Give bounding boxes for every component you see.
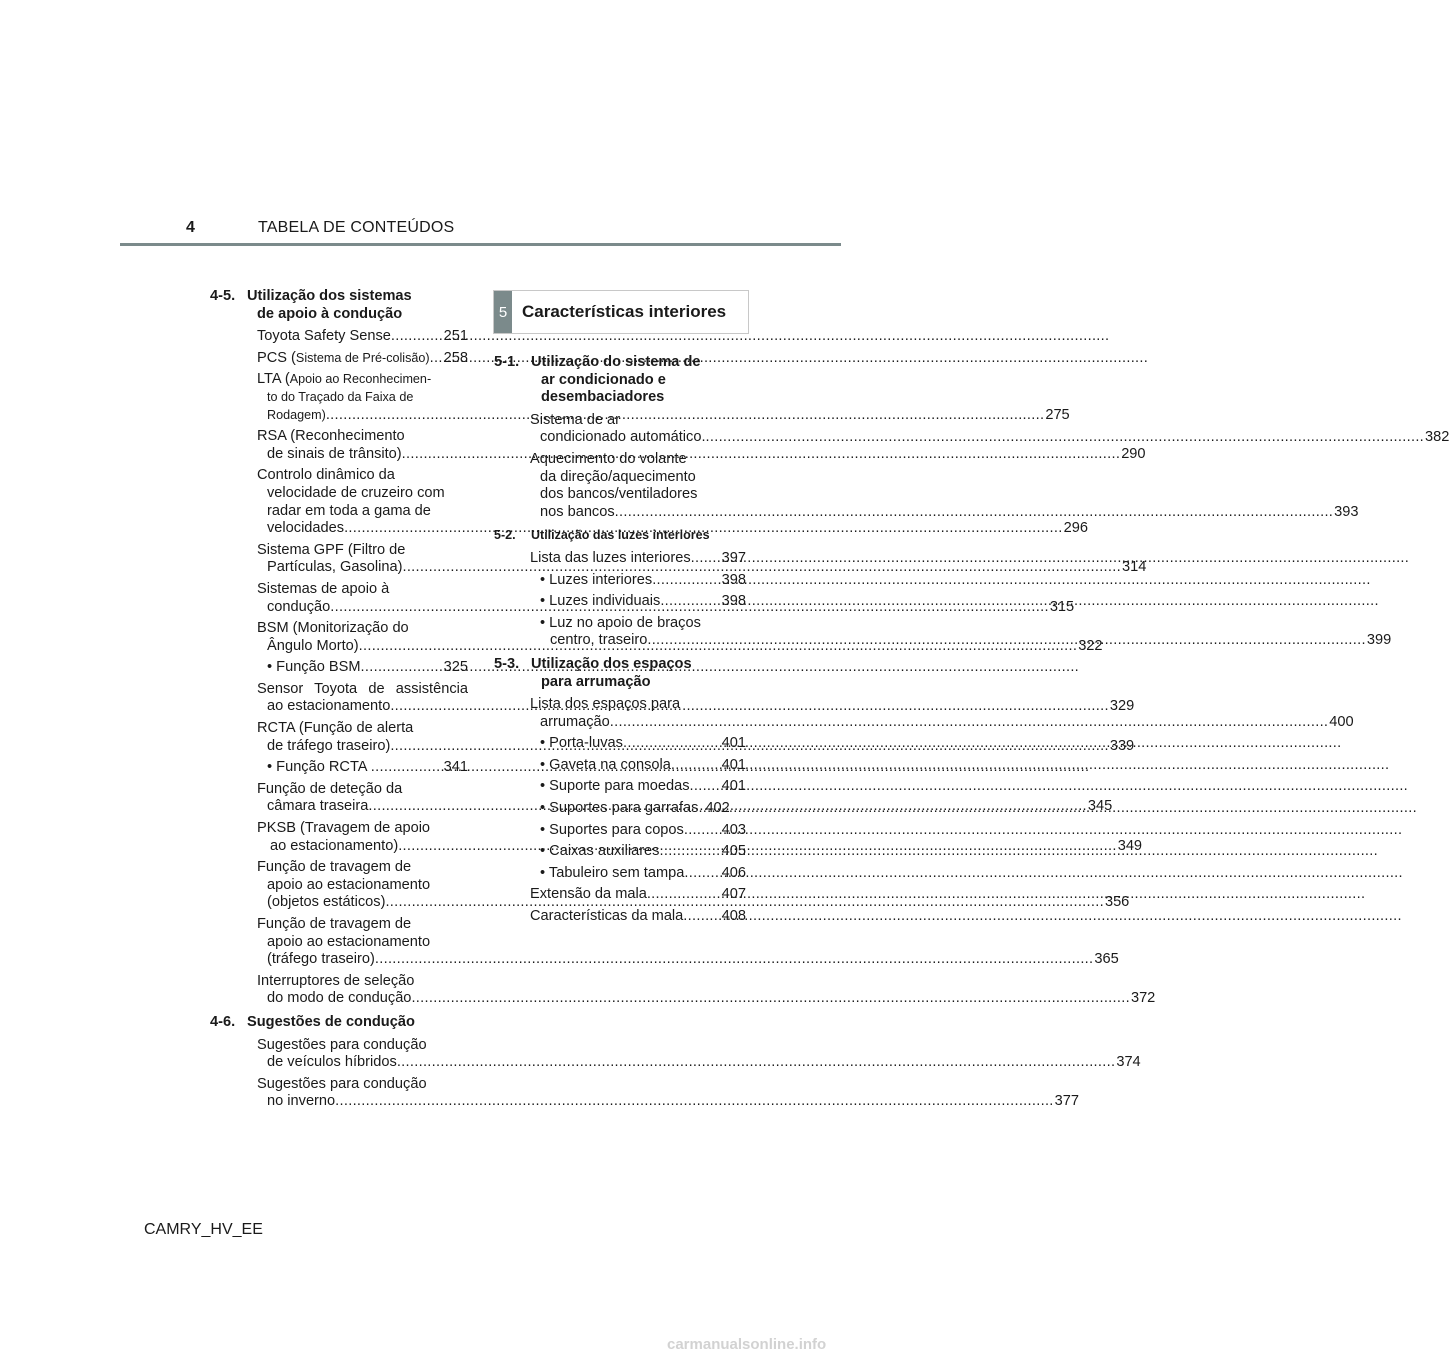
entry-page: 397 (721, 549, 746, 566)
section-number: 5-3. (494, 655, 520, 672)
leader-dots (610, 714, 1329, 730)
entry-text: BSM (Monitorização do (257, 620, 409, 637)
toc-entry-individual-lights[interactable] (494, 593, 746, 611)
section-title: Utilização dos sistemas (247, 288, 412, 304)
entry-page: 393 (1334, 503, 1359, 520)
leader-dots (684, 822, 721, 840)
entry-page: 382 (1425, 429, 1449, 446)
leader-dots (623, 735, 721, 753)
entry-text: • Função BSM (267, 659, 361, 676)
toc-entry-console-box[interactable] (494, 757, 746, 775)
leader-dots (652, 572, 720, 590)
entry-text-cont: Rodagem) (267, 407, 326, 422)
leader-dots (647, 632, 1366, 648)
entry-text: Toyota Safety Sense (257, 328, 391, 345)
entry-text: Extensão da mala (530, 886, 647, 903)
entry-text-cont: centro, traseiro (550, 632, 648, 649)
entry-page: 400 (1329, 713, 1354, 730)
entry-text-cont: Partículas, Gasolina) (267, 559, 403, 576)
entry-text-cont: velocidade de cruzeiro com (267, 484, 445, 501)
entry-page: 408 (721, 908, 746, 925)
entry-text-cont: apoio ao estacionamento (267, 933, 431, 950)
entry-text: RCTA (Função de alerta (257, 720, 414, 737)
entry-page: 251 (443, 328, 468, 345)
chapter-number: 5 (494, 291, 512, 333)
toc-entry-toyota-safety-sense[interactable] (210, 328, 468, 346)
entry-text: • Caixas auxiliares (540, 843, 660, 860)
entry-text: Sensor Toyota de assistência (257, 680, 468, 697)
entry-page: 258 (443, 349, 468, 366)
watermark: carmanualsonline.info (667, 1336, 827, 1353)
entry-page: 407 (721, 886, 746, 903)
section-number: 4-5. (210, 288, 236, 304)
entry-page: 377 (1054, 1093, 1080, 1110)
toc-entry-glovebox[interactable] (494, 735, 746, 753)
entry-text-cont: to do Traçado da Faixa de (267, 389, 414, 404)
entry-page: 325 (443, 659, 468, 676)
entry-text: PKSB (Travagem de apoio (257, 820, 431, 837)
entry-page: 401 (721, 735, 746, 752)
section-title: Sugestões de condução (247, 1013, 415, 1030)
toc-entry-cup-holders[interactable] (494, 822, 746, 840)
entry-text: RSA (Reconhecimento (257, 428, 405, 445)
entry-text: Sistema GPF (Filtro de (257, 541, 406, 558)
page-header (0, 0, 960, 250)
entry-text: • Luzes interiores (540, 571, 653, 588)
entry-text-cont: ao estacionamento (267, 698, 391, 715)
entry-text-cont: radar em toda a gama de (267, 502, 431, 519)
leader-dots (683, 908, 720, 926)
toc-entry-pcs[interactable] (210, 350, 468, 368)
header-divider (120, 243, 841, 246)
entry-text-cont: apoio ao estacionamento (267, 876, 431, 893)
leader-dots (397, 1054, 1116, 1070)
toc-entry-open-tray[interactable] (494, 865, 746, 883)
entry-page: 296 (1063, 520, 1088, 537)
entry-text: Lista dos espaços para (530, 696, 681, 713)
entry-page: 275 (1045, 406, 1070, 423)
entry-page: 349 (1117, 837, 1143, 854)
entry-text-cont: (tráfego traseiro) (267, 951, 375, 968)
toc-section-5-3 (494, 656, 746, 691)
page-title: TABELA DE CONTEÚDOS (258, 219, 455, 236)
entry-text-cont: ao estacionamento) (270, 837, 399, 854)
entry-text-cont: de tráfego traseiro) (267, 737, 391, 754)
leader-dots (671, 757, 721, 775)
entry-page: 401 (721, 778, 746, 795)
leader-dots (691, 550, 721, 568)
leader-dots (684, 865, 720, 883)
entry-text: Lista das luzes interiores (530, 549, 691, 566)
leader-dots (371, 759, 443, 777)
entry-text: • Tabuleiro sem tampa (540, 864, 685, 881)
page-number: 4 (186, 219, 195, 236)
entry-text: Função de deteção da (257, 780, 403, 797)
toc-entry-trunk-extension[interactable] (494, 886, 746, 904)
section-number: 5-2. (494, 528, 516, 543)
section-title: Utilização dos espaços (531, 655, 692, 672)
section-title: Utilização do sistema de (531, 354, 701, 370)
entry-text: Função de travagem de (257, 859, 412, 876)
entry-text-cont: câmara traseira (267, 798, 369, 815)
entry-text: Sugestões para condução (257, 1075, 427, 1092)
toc-section-5-1 (494, 354, 746, 407)
toc-section-4-6 (210, 1014, 468, 1032)
entry-text-cont: condução (267, 598, 331, 615)
entry-page: 345 (1087, 798, 1113, 815)
entry-page: 341 (443, 759, 468, 776)
section-number: 5-1. (494, 354, 520, 370)
entry-text: LTA (Apoio ao Reconhecimen- (257, 371, 432, 388)
entry-page: 322 (1078, 637, 1103, 654)
entry-text-cont: no inverno (267, 1093, 336, 1110)
leader-dots (659, 843, 720, 861)
entry-text-cont: nos bancos (540, 503, 615, 520)
entry-text: Interruptores de seleção (257, 972, 415, 989)
toc-entry-rcta-function[interactable] (210, 759, 468, 777)
section-number: 4-6. (210, 1013, 236, 1030)
entry-text: • Função RCTA (267, 759, 371, 776)
leader-dots (375, 951, 1094, 967)
leader-dots (647, 886, 721, 904)
toc-section-5-2 (494, 527, 746, 545)
leader-dots (615, 504, 1334, 520)
entry-text: Sistemas de apoio à (257, 580, 390, 597)
entry-text: Função de travagem de (257, 916, 412, 932)
entry-text-cont: da direção/aquecimento (540, 468, 696, 485)
toc-entry-coin-holder[interactable] (494, 778, 746, 796)
toc-entry-bottle-holders[interactable] (494, 800, 746, 818)
entry-text: PCS (Sistema de Pré-colisão) (257, 349, 430, 366)
entry-text-cont: velocidades (267, 520, 345, 537)
entry-page: 339 (1109, 737, 1135, 754)
entry-text-cont: de sinais de trânsito) (267, 445, 402, 462)
entry-page: 315 (1049, 598, 1075, 615)
entry-page: 329 (1109, 698, 1135, 715)
entry-text: Sistema de ar (530, 411, 621, 428)
toc-entry-interior-lights[interactable] (494, 572, 746, 590)
entry-text: • Gaveta na consola (540, 756, 671, 773)
entry-text-cont: arrumação (540, 713, 610, 730)
chapter-title: Características interiores (522, 302, 727, 321)
entry-page: 372 (1130, 990, 1156, 1007)
section-title-cont: ar condicionado e (541, 371, 666, 388)
entry-page: 405 (721, 843, 746, 860)
entry-text-cont: condicionado automático. (540, 429, 706, 446)
entry-page: 401 (721, 756, 746, 773)
leader-dots (706, 429, 1425, 445)
entry-text-cont: de veículos híbridos (267, 1054, 397, 1071)
entry-text: • Porta-luvas (540, 735, 623, 752)
entry-page: 398 (721, 571, 746, 588)
entry-text: Sugestões para condução (257, 1036, 427, 1053)
toc-entry-winter-driving-tips[interactable] (210, 1075, 1080, 1111)
entry-page: 290 (1121, 445, 1146, 462)
entry-page: 403 (721, 821, 746, 838)
toc-entry-drive-mode-switches[interactable] (210, 972, 1156, 1008)
entry-text-cont: do modo de condução (267, 990, 412, 1007)
entry-page: 356 (1104, 894, 1130, 911)
entry-page: 374 (1116, 1054, 1141, 1071)
entry-text: Controlo dinâmico da (257, 467, 395, 484)
toc-entry-hybrid-driving-tips[interactable] (210, 1036, 1141, 1072)
entry-text-cont: dos bancos/ventiladores (540, 486, 698, 503)
section-title-cont: de apoio à condução (257, 305, 403, 322)
section-title: Utilização das luzes interiores (531, 528, 710, 543)
entry-text: • Luz no apoio de braços (540, 614, 701, 631)
section-title-cont: para arrumação (541, 673, 651, 690)
entry-text-cont: Ângulo Morto) (267, 637, 359, 654)
entry-text: • Suportes para garrafas (540, 800, 699, 817)
entry-page: 398 (721, 593, 746, 610)
toc-section-4-5 (210, 288, 468, 323)
chapter-5-header[interactable] (493, 290, 749, 334)
entry-page: 314 (1121, 559, 1147, 576)
toc-entry-bsm-function[interactable] (210, 659, 468, 677)
leader-dots (335, 1093, 1054, 1109)
document-code: CAMRY_HV_EE (144, 1221, 263, 1238)
leader-dots (361, 659, 443, 677)
toc-entry-trunk-features[interactable] (494, 908, 746, 926)
entry-text: • Suporte para moedas (540, 778, 690, 795)
entry-text: • Suportes para copos (540, 821, 684, 838)
leader-dots (430, 350, 443, 368)
entry-text: • Luzes individuais (540, 593, 661, 610)
leader-dots (391, 328, 443, 346)
leader-dots (690, 778, 721, 796)
entry-text: Características da mala (530, 908, 684, 925)
entry-page: 406 (721, 864, 746, 881)
entry-text: Aquecimento do volante (530, 450, 687, 467)
entry-page: 399 (1366, 632, 1392, 649)
entry-page: 365 (1094, 951, 1119, 968)
toc-entry-auxiliary-boxes[interactable] (494, 843, 746, 861)
leader-dots (411, 990, 1130, 1006)
entry-text-cont: (objetos estáticos) (267, 894, 386, 911)
leader-dots (660, 593, 720, 611)
section-title-cont: desembaciadores (541, 389, 665, 406)
toc-entry-interior-lights-list[interactable] (494, 550, 746, 568)
entry-page: 402 (705, 800, 730, 817)
